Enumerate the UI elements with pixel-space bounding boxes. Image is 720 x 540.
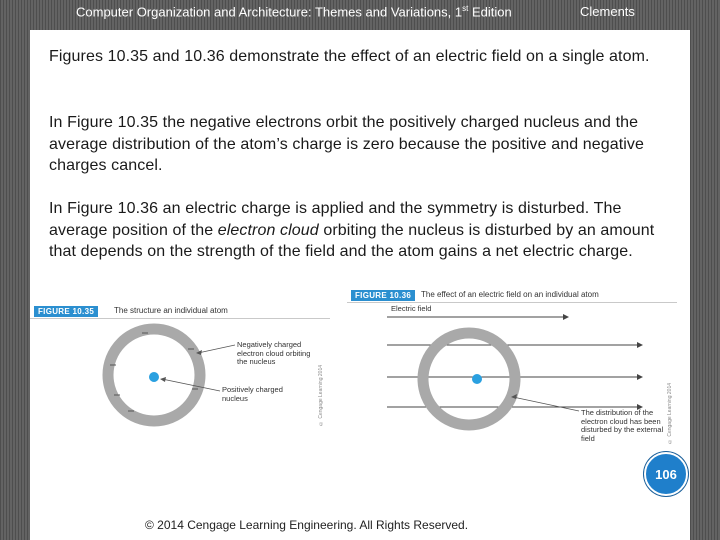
- figure-10-36: [347, 287, 677, 447]
- nucleus-icon: [149, 372, 159, 382]
- paragraph-figure-10-35: In Figure 10.35 the negative electrons orbit the positively charged nucleus and the average distribution of the atom’s charge is zero because the positive and negative charges cancel.: [49, 114, 645, 174]
- page-number-badge: 106: [644, 452, 688, 496]
- label-nucleus: Positively charged nucleus: [222, 385, 283, 403]
- label-distribution: The distribution of the electron cloud has been disturbed by the external field: [581, 408, 664, 443]
- paragraph-figure-10-36: In Figure 10.36 an electric charge is applied and the symmetry is disturbed. The average position of the electron cloud orbiting the nucleus is disturbed by an amount that depends on the strength of the field and the atom gains a net electric charge.: [49, 200, 655, 260]
- caption-divider: [347, 302, 677, 303]
- figure-credit: © Cengage Learning 2014: [318, 365, 324, 427]
- arrow-cloud: [198, 345, 235, 353]
- slide-background: [30, 30, 690, 540]
- paragraph-intro: Figures 10.35 and 10.36 demonstrate the effect of an electric field on a single atom.: [49, 48, 650, 65]
- header-title: Computer Organization and Architecture: Themes and Variations, 1st Edition: [76, 4, 512, 20]
- figure-caption: The structure an individual atom: [114, 306, 228, 315]
- distorted-electron-cloud-ring: [423, 333, 515, 425]
- figure-caption: The effect of an electric field on an individual atom: [421, 290, 599, 299]
- figure-10-35: [30, 303, 330, 427]
- figure-tag: FIGURE 10.36: [351, 290, 415, 301]
- label-electric-field: Electric field: [391, 304, 432, 313]
- arrow-distribution: [513, 397, 579, 411]
- arrow-nucleus: [162, 379, 220, 391]
- footer-copyright: © 2014 Cengage Learning Engineering. All Rights Reserved.: [145, 518, 469, 532]
- label-electron-cloud: Negatively charged electron cloud orbiting the nucleus: [237, 340, 311, 366]
- caption-divider: [30, 318, 330, 319]
- figure-credit: © Cengage Learning 2014: [667, 383, 673, 445]
- header-author: Clements: [580, 4, 635, 19]
- figure-tag: FIGURE 10.35: [34, 306, 98, 317]
- nucleus-icon: [472, 374, 482, 384]
